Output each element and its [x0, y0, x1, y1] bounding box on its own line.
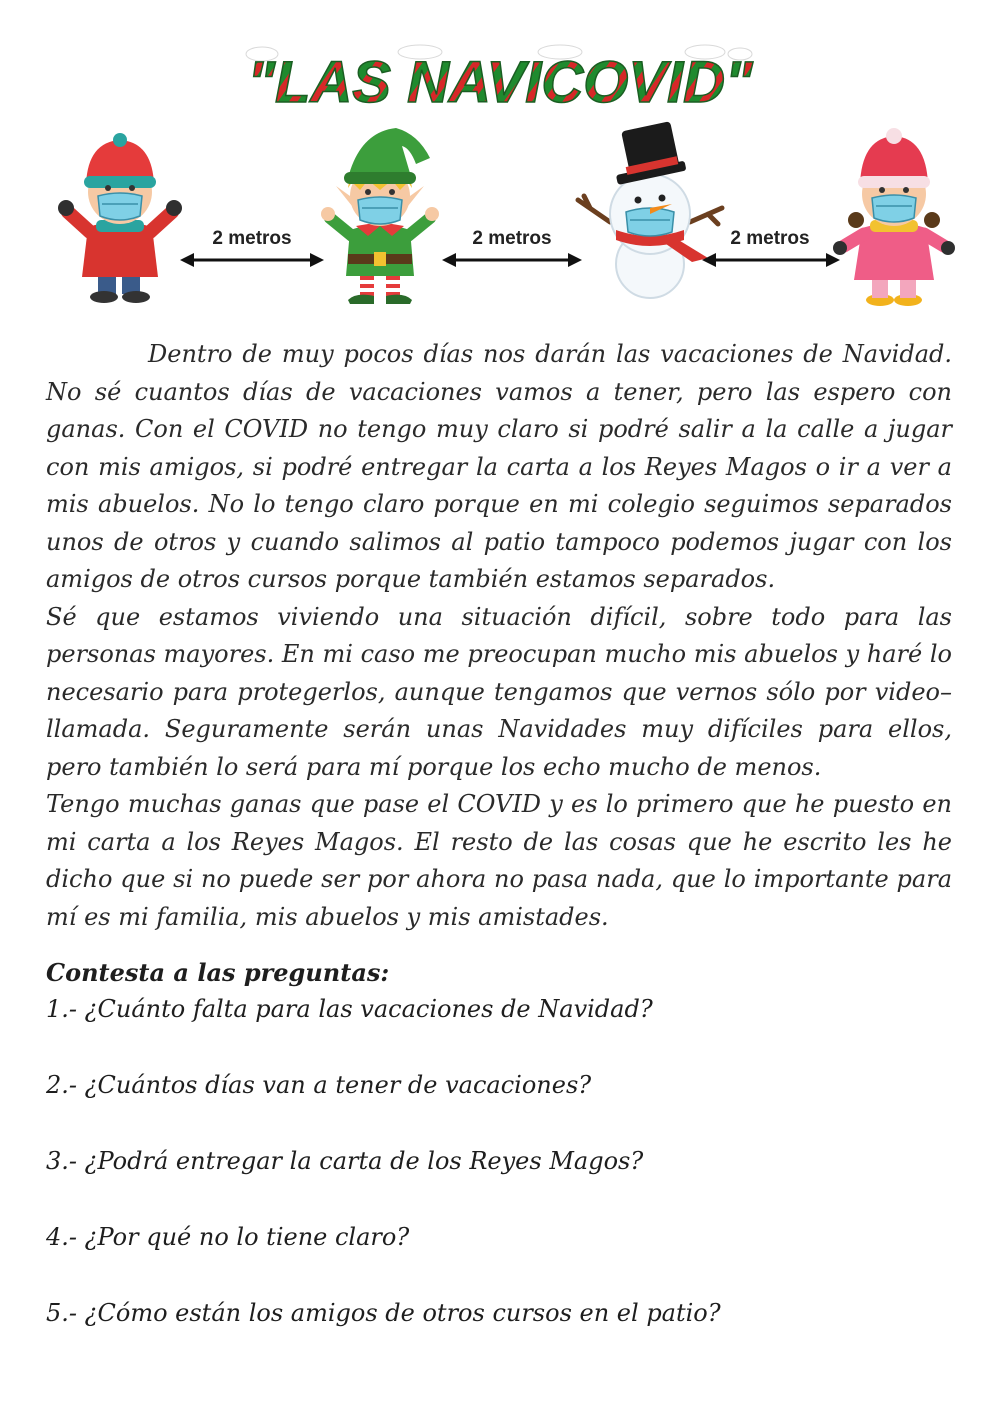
title-graphic	[0, 40, 1000, 120]
questions-heading: Contesta a las preguntas:	[46, 958, 390, 987]
girl-character-icon	[833, 128, 955, 306]
story-text	[46, 336, 952, 936]
elf-character-icon	[321, 128, 439, 304]
story-paragraph-2: Sé que estamos viviendo una situación difícil, sobre todo para las personas mayores. En mi caso me preocupan mucho mis abuelos y haré lo necesario para protegerlos, aunque tengamos que vernos sólo por video–llamada. Seguramente serán unas Navidades muy difíciles para ellos, pero también lo será para mí porque los echo mucho de menos.	[46, 602, 952, 781]
distance-arrow-2	[442, 228, 582, 267]
title-banner	[0, 40, 1000, 120]
question-3: 3.- ¿Podrá entregar la carta de los Reyes Magos?	[46, 1147, 644, 1175]
illustration-strip	[40, 112, 960, 312]
page-title: "LAS NAVICOVID"	[247, 50, 753, 115]
distance-arrow-3	[702, 228, 840, 267]
question-5: 5.- ¿Cómo están los amigos de otros cursos en el patio?	[46, 1299, 721, 1327]
snowman-character-icon	[578, 121, 722, 298]
story-paragraph-1: Dentro de muy pocos días nos darán las vacaciones de Navidad. No sé cuantos días de vacaciones vamos a tener, pero las espero con ganas. Con el COVID no tengo muy claro si podré salir a la calle a jugar con mis amigos, si podré entregar la carta a los Reyes Magos o ir a ver a mis abuelos. No lo tengo claro porque en mi colegio seguimos separados unos de otros y cuando salimos al patio tampoco podemos jugar con los amigos de otros cursos porque también estamos separados.	[46, 340, 952, 593]
question-2: 2.- ¿Cuántos días van a tener de vacaciones?	[46, 1071, 592, 1099]
question-1: 1.- ¿Cuánto falta para las vacaciones de Navidad?	[46, 995, 653, 1023]
characters-illustration	[40, 112, 960, 312]
boy-character-icon	[58, 133, 182, 303]
questions-section	[46, 958, 952, 1375]
distance-arrow-1	[180, 228, 324, 267]
distance-label-3: 2 metros	[730, 228, 810, 249]
distance-label-2: 2 metros	[472, 228, 552, 249]
story-paragraph-3: Tengo muchas ganas que pase el COVID y es lo primero que he puesto en mi carta a los Reyes Magos. El resto de las cosas que he escrito les he dicho que si no puede ser por ahora no pasa nada, que lo importante para mí es mi familia, mis abuelos y mis amistades.	[46, 790, 952, 931]
distance-label-1: 2 metros	[212, 228, 292, 249]
question-4: 4.- ¿Por qué no lo tiene claro?	[46, 1223, 410, 1251]
